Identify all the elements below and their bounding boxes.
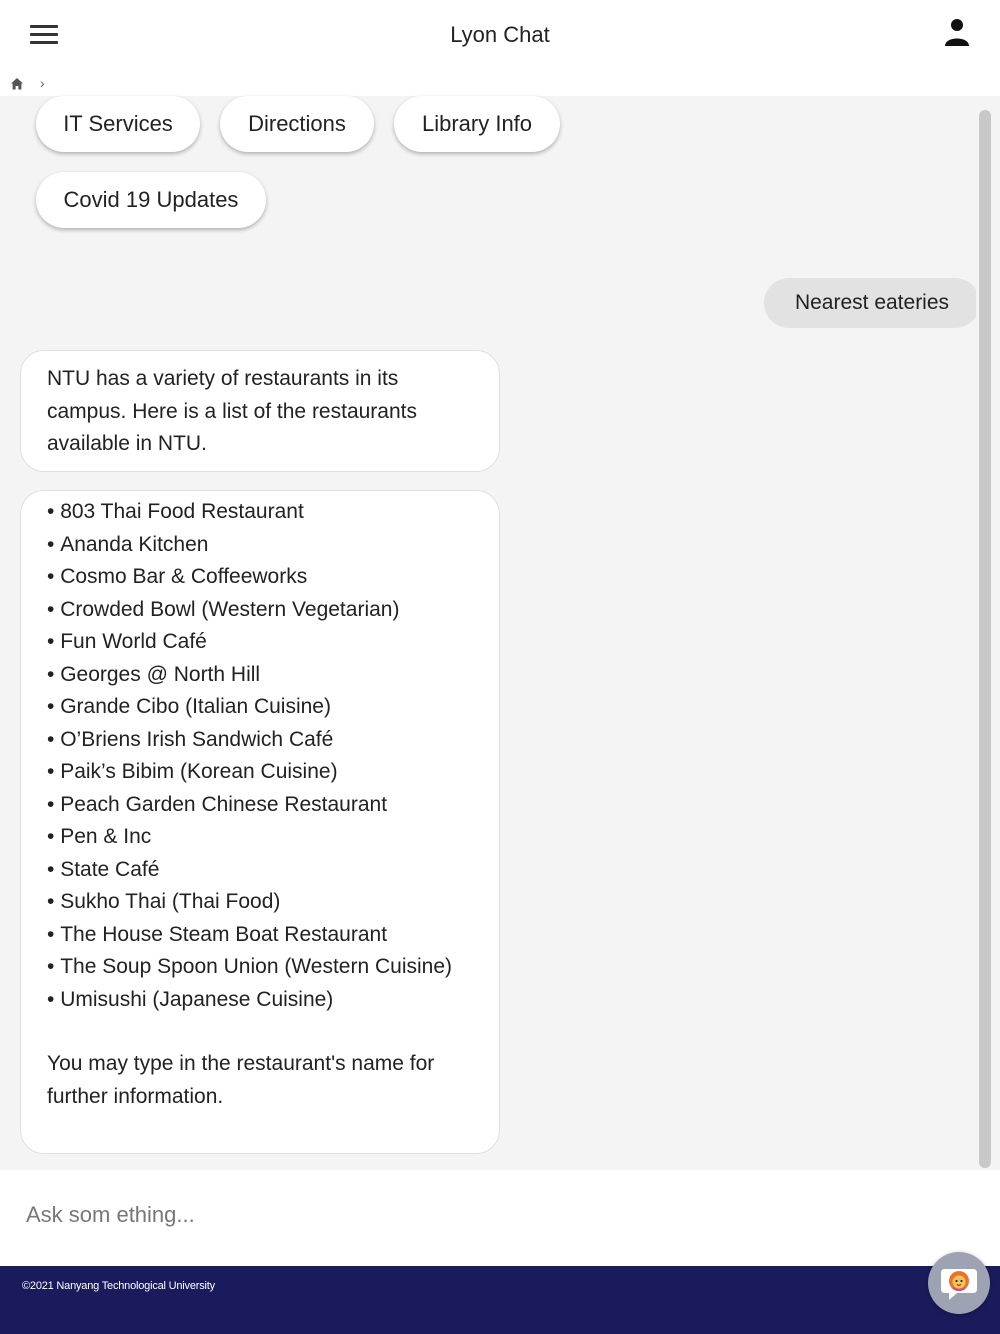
user-icon[interactable] xyxy=(940,16,974,50)
home-icon[interactable] xyxy=(10,77,24,91)
list-item: • Cosmo Bar & Coffeeworks xyxy=(47,561,473,594)
list-item: • Crowded Bowl (Western Vegetarian) xyxy=(47,594,473,627)
bot-intro-text: NTU has a variety of restaurants in its campus. Here is a list of the restaurants available in NTU. xyxy=(47,367,417,455)
list-item: • Fun World Café xyxy=(47,626,473,659)
bot-note-text: You may type in the restaurant's name for further information. xyxy=(47,1052,435,1108)
header-bar xyxy=(0,0,1000,72)
chat-scrollbar-thumb[interactable] xyxy=(979,110,991,1168)
copyright-text: ©2021 Nanyang Technological University xyxy=(22,1280,215,1292)
bot-message-bubble xyxy=(20,350,500,472)
quick-reply-covid-updates[interactable]: Covid 19 Updates xyxy=(36,172,266,228)
quick-reply-library-info[interactable]: Library Info xyxy=(394,96,560,152)
chat-input[interactable] xyxy=(24,1194,908,1236)
list-item: • State Café xyxy=(47,854,473,887)
user-message-bubble: Nearest eateries xyxy=(764,278,980,328)
list-item: • Pen & Inc xyxy=(47,821,473,854)
restaurant-list xyxy=(47,496,473,1016)
list-item: • Ananda Kitchen xyxy=(47,529,473,562)
quick-reply-it-services[interactable]: IT Services xyxy=(36,96,200,152)
list-item: • Umisushi (Japanese Cuisine) xyxy=(47,984,473,1017)
list-item: • The Soup Spoon Union (Western Cuisine) xyxy=(47,951,473,984)
message-composer xyxy=(0,1170,1000,1266)
list-item: • Peach Garden Chinese Restaurant xyxy=(47,789,473,822)
bot-restaurant-list-bubble xyxy=(20,490,500,1154)
lion-mascot-icon[interactable] xyxy=(928,1252,990,1314)
list-item: • Grande Cibo (Italian Cuisine) xyxy=(47,691,473,724)
list-item: • O’Briens Irish Sandwich Café xyxy=(47,724,473,757)
quick-reply-directions[interactable]: Directions xyxy=(220,96,374,152)
breadcrumb xyxy=(0,72,1000,96)
page-title: Lyon Chat xyxy=(450,22,550,47)
chat-scrollbar[interactable] xyxy=(976,110,994,1168)
list-item: • Paik’s Bibim (Korean Cuisine) xyxy=(47,756,473,789)
list-item: • 803 Thai Food Restaurant xyxy=(47,496,473,529)
breadcrumb-separator: › xyxy=(40,75,45,91)
chat-log xyxy=(0,96,1000,1170)
list-item: • Sukho Thai (Thai Food) xyxy=(47,886,473,919)
list-item: • Georges @ North Hill xyxy=(47,659,473,692)
footer xyxy=(0,1266,1000,1334)
list-item: • The House Steam Boat Restaurant xyxy=(47,919,473,952)
